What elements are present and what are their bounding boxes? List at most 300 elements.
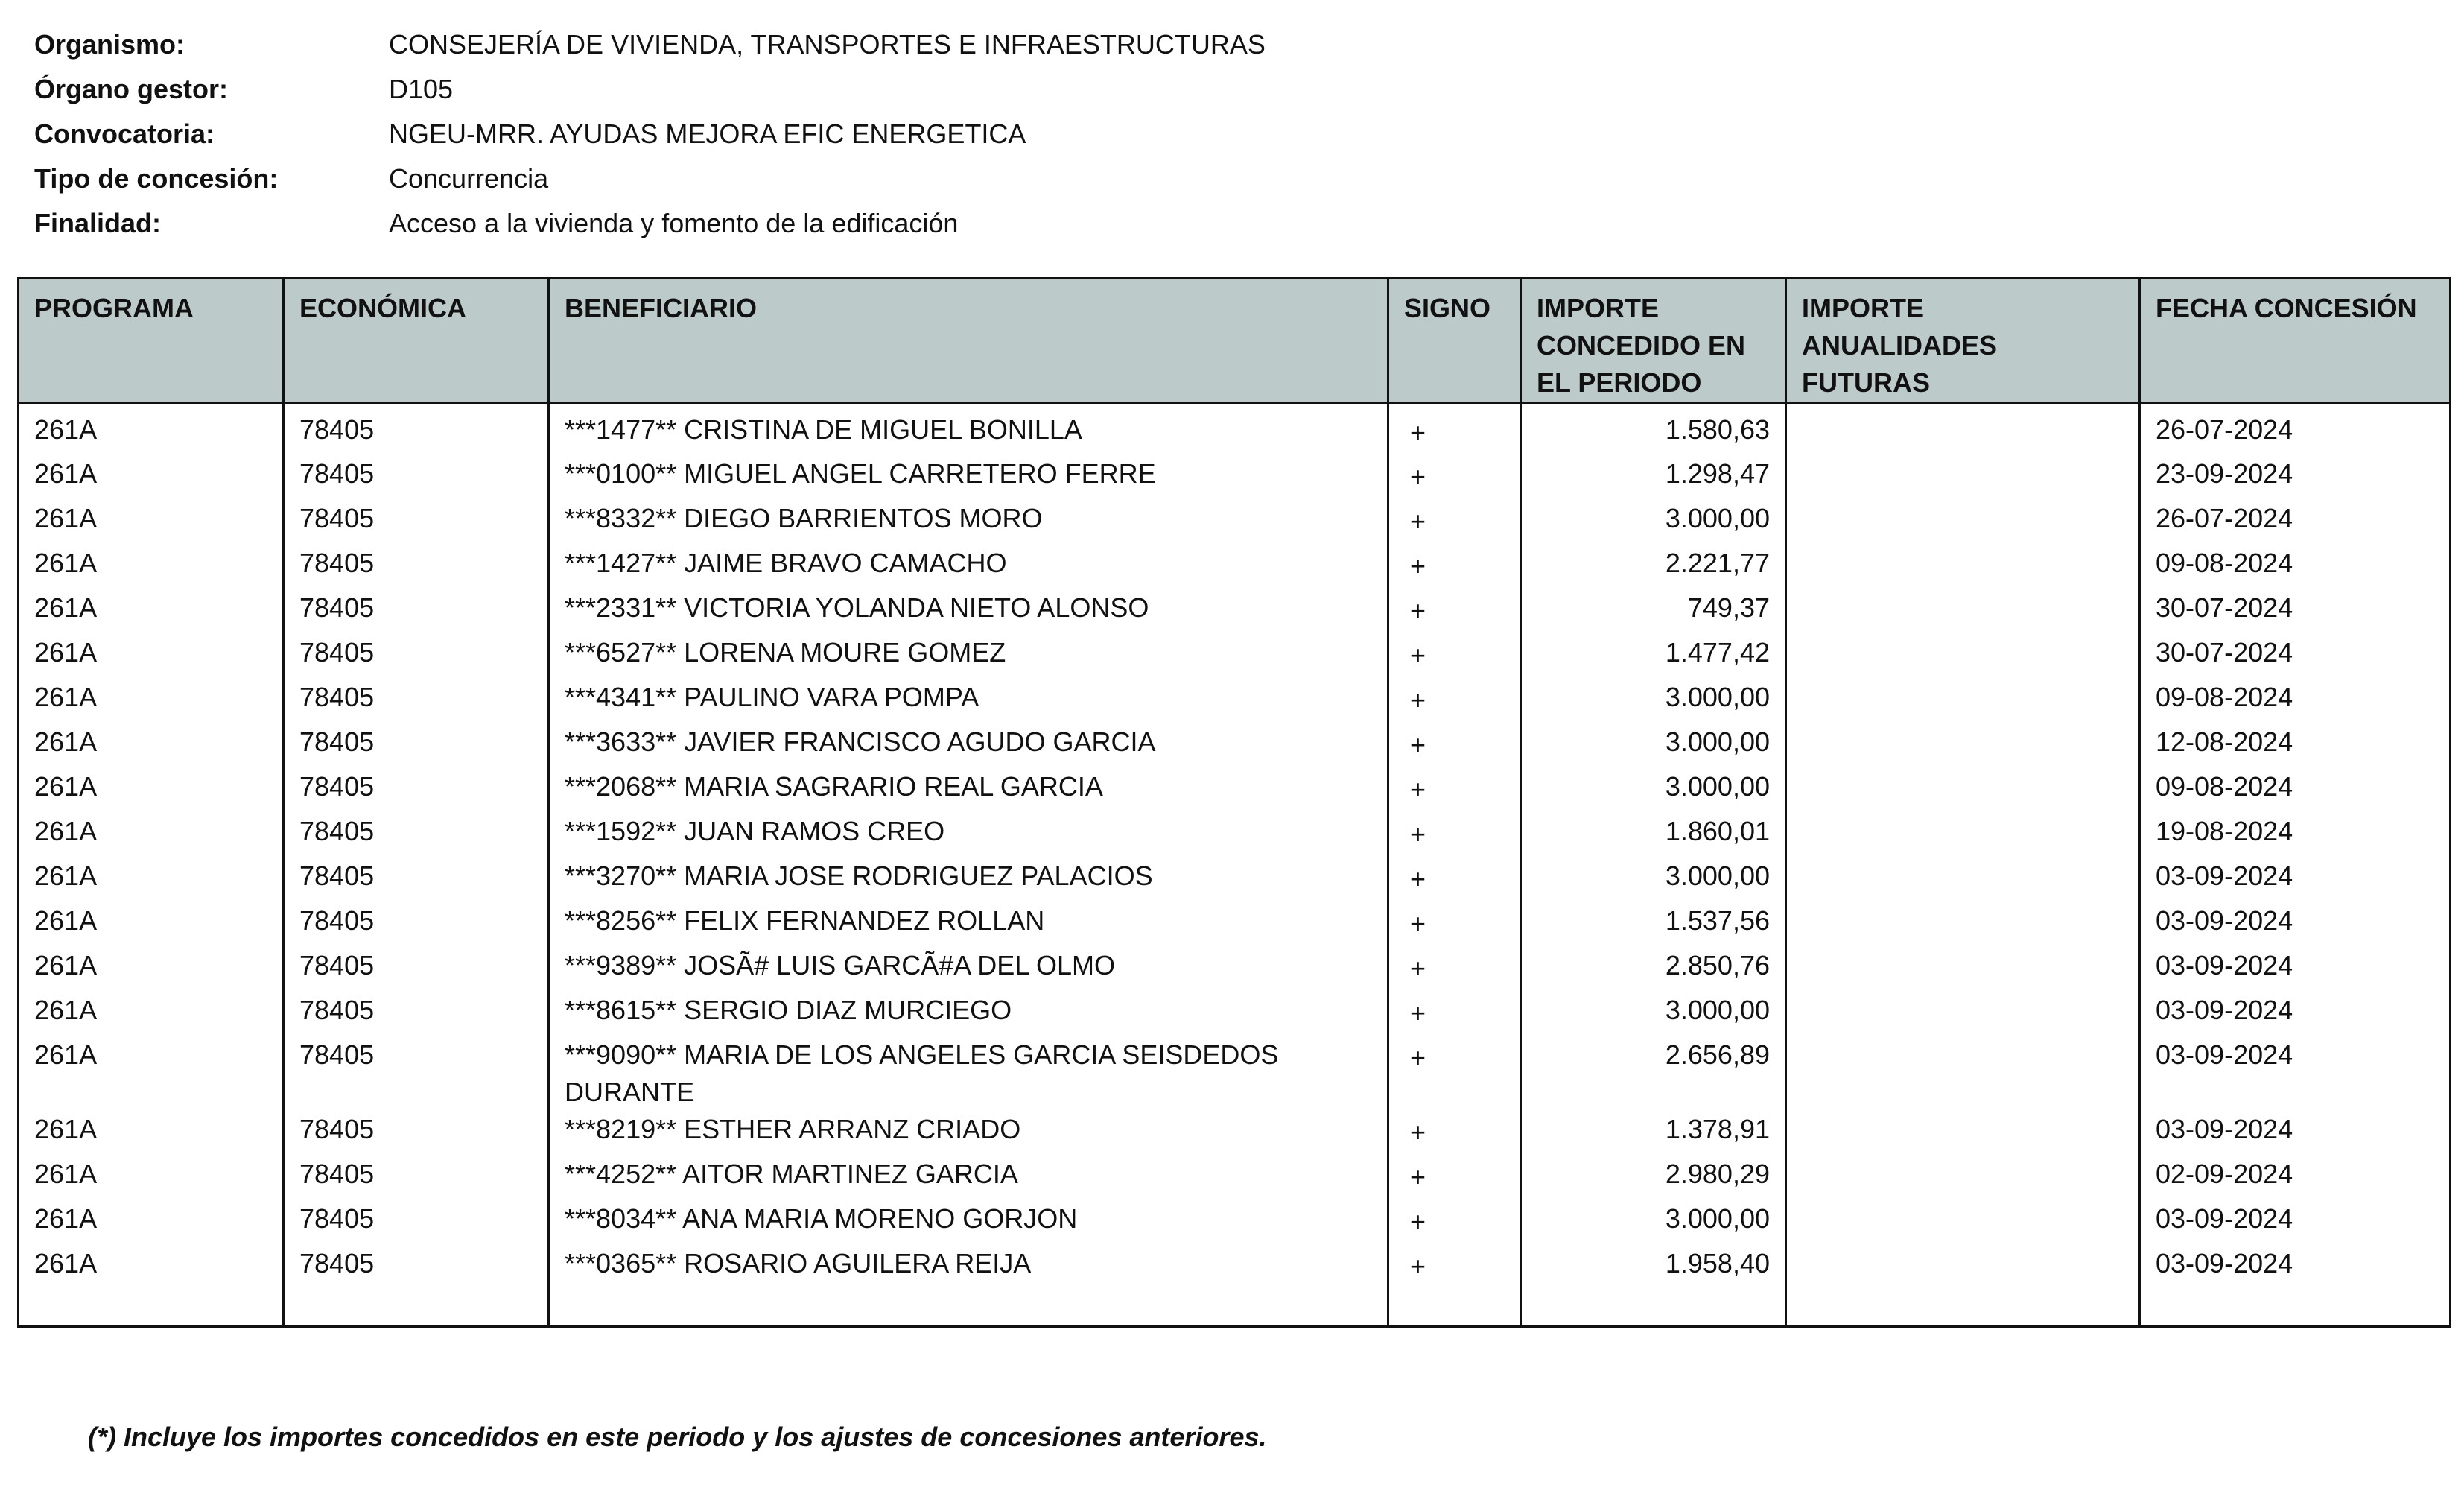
cell-text: 261A — [34, 815, 98, 846]
cell-economica — [284, 723, 549, 768]
cell-text: + — [1410, 1161, 1426, 1192]
spacer-cell — [1521, 1290, 1786, 1327]
cell-signo — [1388, 1200, 1521, 1245]
cell-text: 78405 — [299, 770, 375, 802]
table-row — [19, 813, 2451, 858]
table-row — [19, 1036, 2451, 1111]
cell-programa — [19, 1111, 284, 1156]
cell-text: 261A — [34, 860, 98, 891]
cell-signo — [1388, 403, 1521, 455]
table-row — [19, 1200, 2451, 1245]
cell-text: 3.000,00 — [1665, 681, 1770, 712]
cell-futuras — [1786, 679, 2140, 723]
header-row — [34, 156, 1266, 201]
cell-economica — [284, 1111, 549, 1156]
cell-importe — [1521, 634, 1786, 679]
cell-text: 261A — [34, 681, 98, 712]
cell-economica — [284, 813, 549, 858]
cell-importe — [1521, 1156, 1786, 1200]
header-value: CONSEJERÍA DE VIVIENDA, TRANSPORTES E INFRAESTRUCTURAS — [389, 29, 1266, 60]
cell-text: 12-08-2024 — [2156, 726, 2293, 757]
cell-text: 261A — [34, 1039, 98, 1070]
cell-text: 1.958,40 — [1665, 1247, 1770, 1279]
beneficiary-line: ***8034** ANA MARIA MORENO GORJON — [565, 1203, 1078, 1234]
header-row — [34, 67, 1266, 112]
spacer-cell — [549, 1290, 1388, 1327]
cell-beneficiario — [549, 500, 1388, 545]
cell-text: 3.000,00 — [1665, 770, 1770, 802]
cell-programa — [19, 634, 284, 679]
cell-text: 78405 — [299, 1203, 375, 1234]
column-header — [1521, 279, 1786, 403]
column-header — [549, 279, 1388, 403]
cell-programa — [19, 902, 284, 947]
cell-beneficiario — [549, 992, 1388, 1036]
cell-signo — [1388, 1156, 1521, 1200]
cell-programa — [19, 813, 284, 858]
cell-futuras — [1786, 545, 2140, 589]
cell-beneficiario — [549, 679, 1388, 723]
column-header-line: EL PERIODO — [1537, 367, 1702, 398]
column-header-line: BENEFICIARIO — [565, 293, 758, 323]
beneficiary-line: ***1427** JAIME BRAVO CAMACHO — [565, 547, 1007, 578]
cell-text: + — [1410, 818, 1426, 849]
table-row — [19, 902, 2451, 947]
beneficiary-line: ***1477** CRISTINA DE MIGUEL BONILLA — [565, 414, 1082, 445]
beneficiary-line: ***6527** LORENA MOURE GOMEZ — [565, 636, 1006, 668]
column-header-line: CONCEDIDO EN — [1537, 330, 1746, 361]
cell-text: 749,37 — [1687, 592, 1770, 623]
cell-fecha — [2140, 589, 2451, 634]
cell-text: 78405 — [299, 681, 375, 712]
cell-text: 09-08-2024 — [2156, 547, 2293, 578]
cell-text: + — [1410, 773, 1426, 805]
column-header-line: FECHA CONCESIÓN — [2156, 293, 2417, 323]
header-row — [34, 112, 1266, 156]
cell-text: 02-09-2024 — [2156, 1158, 2293, 1189]
table-row — [19, 1156, 2451, 1200]
cell-programa — [19, 947, 284, 992]
table-bottom-spacer — [19, 1290, 2451, 1327]
cell-text: 261A — [34, 770, 98, 802]
cell-fecha — [2140, 403, 2451, 455]
cell-text: 78405 — [299, 726, 375, 757]
cell-futuras — [1786, 1111, 2140, 1156]
cell-text: 78405 — [299, 502, 375, 533]
cell-programa — [19, 1200, 284, 1245]
cell-economica — [284, 858, 549, 902]
cell-signo — [1388, 679, 1521, 723]
spacer-cell — [284, 1290, 549, 1327]
cell-importe — [1521, 858, 1786, 902]
table-row — [19, 403, 2451, 455]
cell-text: 09-08-2024 — [2156, 681, 2293, 712]
column-header-line: IMPORTE — [1802, 293, 1925, 323]
cell-beneficiario — [549, 858, 1388, 902]
header-value: NGEU-MRR. AYUDAS MEJORA EFIC ENERGETICA — [389, 118, 1026, 149]
cell-text: 23-09-2024 — [2156, 457, 2293, 489]
cell-beneficiario — [549, 455, 1388, 500]
cell-text: + — [1410, 997, 1426, 1028]
cell-signo — [1388, 1111, 1521, 1156]
cell-text: 261A — [34, 457, 98, 489]
table-row — [19, 1245, 2451, 1290]
cell-text: 261A — [34, 1113, 98, 1144]
table-row — [19, 455, 2451, 500]
cell-importe — [1521, 403, 1786, 455]
cell-signo — [1388, 634, 1521, 679]
table-row — [19, 1111, 2451, 1156]
cell-signo — [1388, 768, 1521, 813]
cell-importe — [1521, 455, 1786, 500]
cell-text: 261A — [34, 502, 98, 533]
concessions-table — [17, 277, 2451, 1328]
cell-text: 09-08-2024 — [2156, 770, 2293, 802]
cell-text: 261A — [34, 726, 98, 757]
column-header — [1786, 279, 2140, 403]
cell-signo — [1388, 545, 1521, 589]
header-value: Acceso a la vivienda y fomento de la edificación — [389, 208, 959, 238]
beneficiary-line: ***1592** JUAN RAMOS CREO — [565, 815, 945, 846]
cell-text: 78405 — [299, 636, 375, 668]
cell-programa — [19, 723, 284, 768]
cell-importe — [1521, 902, 1786, 947]
cell-signo — [1388, 589, 1521, 634]
spacer-cell — [19, 1290, 284, 1327]
cell-economica — [284, 768, 549, 813]
beneficiary-line: ***8615** SERGIO DIAZ MURCIEGO — [565, 994, 1012, 1025]
header-row — [34, 201, 1266, 246]
cell-text: 261A — [34, 1158, 98, 1189]
cell-text: 78405 — [299, 457, 375, 489]
cell-signo — [1388, 1245, 1521, 1290]
cell-programa — [19, 858, 284, 902]
cell-fecha — [2140, 768, 2451, 813]
table-body — [19, 403, 2451, 1327]
cell-economica — [284, 403, 549, 455]
cell-futuras — [1786, 1245, 2140, 1290]
cell-text: 78405 — [299, 1113, 375, 1144]
cell-text: 78405 — [299, 815, 375, 846]
cell-text: 26-07-2024 — [2156, 502, 2293, 533]
cell-signo — [1388, 813, 1521, 858]
table-row — [19, 768, 2451, 813]
cell-beneficiario — [549, 1036, 1388, 1111]
cell-text: 78405 — [299, 414, 375, 445]
cell-importe — [1521, 679, 1786, 723]
cell-text: 03-09-2024 — [2156, 1247, 2293, 1279]
cell-beneficiario — [549, 545, 1388, 589]
cell-text: + — [1410, 550, 1426, 581]
column-header-line: ANUALIDADES — [1802, 330, 1998, 361]
cell-beneficiario — [549, 1156, 1388, 1200]
column-header-line: SIGNO — [1404, 293, 1491, 323]
table-row — [19, 589, 2451, 634]
cell-beneficiario — [549, 768, 1388, 813]
cell-fecha — [2140, 813, 2451, 858]
beneficiary-line: ***9090** MARIA DE LOS ANGELES GARCIA SEISDEDOS — [565, 1039, 1279, 1070]
cell-text: 1.378,91 — [1665, 1113, 1770, 1144]
cell-economica — [284, 1200, 549, 1245]
cell-futuras — [1786, 768, 2140, 813]
table-row — [19, 858, 2451, 902]
cell-text: 2.980,29 — [1665, 1158, 1770, 1189]
cell-text: + — [1410, 907, 1426, 939]
beneficiary-line: ***4341** PAULINO VARA POMPA — [565, 681, 979, 712]
cell-programa — [19, 768, 284, 813]
cell-signo — [1388, 723, 1521, 768]
cell-fecha — [2140, 902, 2451, 947]
cell-futuras — [1786, 813, 2140, 858]
cell-signo — [1388, 902, 1521, 947]
column-header — [284, 279, 549, 403]
cell-beneficiario — [549, 1111, 1388, 1156]
cell-importe — [1521, 813, 1786, 858]
cell-text: 78405 — [299, 949, 375, 980]
header-label: Organismo: — [34, 29, 185, 60]
column-header — [1388, 279, 1521, 403]
cell-importe — [1521, 947, 1786, 992]
cell-economica — [284, 992, 549, 1036]
cell-text: 261A — [34, 592, 98, 623]
cell-futuras — [1786, 902, 2140, 947]
beneficiary-line: ***2068** MARIA SAGRARIO REAL GARCIA — [565, 770, 1103, 802]
cell-economica — [284, 1036, 549, 1111]
cell-beneficiario — [549, 1245, 1388, 1290]
cell-text: 19-08-2024 — [2156, 815, 2293, 846]
cell-fecha — [2140, 1156, 2451, 1200]
header-label: Tipo de concesión: — [34, 163, 279, 194]
cell-importe — [1521, 1245, 1786, 1290]
cell-programa — [19, 545, 284, 589]
cell-programa — [19, 679, 284, 723]
cell-text: 03-09-2024 — [2156, 904, 2293, 936]
cell-text: 03-09-2024 — [2156, 1039, 2293, 1070]
cell-futuras — [1786, 403, 2140, 455]
cell-text: + — [1410, 1205, 1426, 1237]
spacer-cell — [1388, 1290, 1521, 1327]
cell-text: 261A — [34, 904, 98, 936]
header-label: Órgano gestor: — [34, 74, 229, 104]
cell-importe — [1521, 1200, 1786, 1245]
column-header-line: FUTURAS — [1802, 367, 1930, 398]
cell-text: + — [1410, 639, 1426, 671]
cell-signo — [1388, 1036, 1521, 1111]
table-row — [19, 992, 2451, 1036]
cell-text: 261A — [34, 414, 98, 445]
column-header-line: IMPORTE — [1537, 293, 1660, 323]
cell-fecha — [2140, 1245, 2451, 1290]
cell-text: + — [1410, 1250, 1426, 1281]
cell-text: 78405 — [299, 1039, 375, 1070]
spacer-cell — [2140, 1290, 2451, 1327]
cell-futuras — [1786, 858, 2140, 902]
cell-text: 261A — [34, 949, 98, 980]
header-info — [34, 22, 1266, 246]
header-value: D105 — [389, 74, 454, 104]
column-header-line: PROGRAMA — [34, 293, 194, 323]
table-row — [19, 723, 2451, 768]
cell-economica — [284, 902, 549, 947]
cell-futuras — [1786, 992, 2140, 1036]
cell-programa — [19, 992, 284, 1036]
cell-beneficiario — [549, 589, 1388, 634]
cell-text: 2.221,77 — [1665, 547, 1770, 578]
cell-economica — [284, 679, 549, 723]
cell-text: + — [1410, 952, 1426, 983]
cell-beneficiario — [549, 403, 1388, 455]
cell-text: 3.000,00 — [1665, 994, 1770, 1025]
cell-text: 1.298,47 — [1665, 457, 1770, 489]
column-header — [19, 279, 284, 403]
cell-importe — [1521, 589, 1786, 634]
cell-futuras — [1786, 1200, 2140, 1245]
cell-text: 30-07-2024 — [2156, 636, 2293, 668]
cell-importe — [1521, 992, 1786, 1036]
cell-text: 03-09-2024 — [2156, 1113, 2293, 1144]
cell-fecha — [2140, 1200, 2451, 1245]
cell-text: + — [1410, 417, 1426, 448]
cell-economica — [284, 947, 549, 992]
beneficiary-line: ***4252** AITOR MARTINEZ GARCIA — [565, 1158, 1018, 1189]
cell-text: 78405 — [299, 547, 375, 578]
header-value: Concurrencia — [389, 163, 549, 194]
cell-economica — [284, 589, 549, 634]
cell-fecha — [2140, 1036, 2451, 1111]
cell-importe — [1521, 500, 1786, 545]
cell-text: 03-09-2024 — [2156, 1203, 2293, 1234]
table-header-row — [19, 279, 2451, 403]
cell-programa — [19, 1245, 284, 1290]
cell-beneficiario — [549, 947, 1388, 992]
cell-text: 78405 — [299, 994, 375, 1025]
cell-programa — [19, 1156, 284, 1200]
table-row — [19, 947, 2451, 992]
beneficiary-line: ***8256** FELIX FERNANDEZ ROLLAN — [565, 904, 1045, 936]
beneficiary-line: ***8219** ESTHER ARRANZ CRIADO — [565, 1113, 1021, 1144]
cell-fecha — [2140, 723, 2451, 768]
header-row — [34, 22, 1266, 67]
cell-economica — [284, 1156, 549, 1200]
cell-futuras — [1786, 1156, 2140, 1200]
cell-fecha — [2140, 947, 2451, 992]
cell-programa — [19, 455, 284, 500]
cell-signo — [1388, 947, 1521, 992]
cell-text: 3.000,00 — [1665, 1203, 1770, 1234]
cell-text: 78405 — [299, 1158, 375, 1189]
cell-futuras — [1786, 723, 2140, 768]
cell-text: 261A — [34, 547, 98, 578]
cell-futuras — [1786, 634, 2140, 679]
beneficiary-line: DURANTE — [565, 1076, 695, 1107]
cell-importe — [1521, 768, 1786, 813]
cell-text: + — [1410, 684, 1426, 715]
cell-text: 78405 — [299, 860, 375, 891]
column-header — [2140, 279, 2451, 403]
header-label: Convocatoria: — [34, 118, 215, 149]
column-header-line: ECONÓMICA — [299, 293, 466, 323]
cell-economica — [284, 545, 549, 589]
cell-fecha — [2140, 858, 2451, 902]
cell-fecha — [2140, 679, 2451, 723]
cell-text: 03-09-2024 — [2156, 860, 2293, 891]
beneficiary-line: ***8332** DIEGO BARRIENTOS MORO — [565, 502, 1043, 533]
cell-text: 3.000,00 — [1665, 726, 1770, 757]
cell-text: 2.656,89 — [1665, 1039, 1770, 1070]
cell-importe — [1521, 723, 1786, 768]
cell-text: 78405 — [299, 904, 375, 936]
cell-text: 3.000,00 — [1665, 502, 1770, 533]
beneficiary-line: ***3633** JAVIER FRANCISCO AGUDO GARCIA — [565, 726, 1156, 757]
cell-text: + — [1410, 729, 1426, 760]
beneficiary-line: ***0100** MIGUEL ANGEL CARRETERO FERRE — [565, 457, 1156, 489]
cell-fecha — [2140, 992, 2451, 1036]
beneficiary-line: ***3270** MARIA JOSE RODRIGUEZ PALACIOS — [565, 860, 1153, 891]
cell-text: 1.537,56 — [1665, 904, 1770, 936]
cell-futuras — [1786, 1036, 2140, 1111]
cell-text: 30-07-2024 — [2156, 592, 2293, 623]
cell-text: 3.000,00 — [1665, 860, 1770, 891]
cell-beneficiario — [549, 1200, 1388, 1245]
cell-economica — [284, 500, 549, 545]
cell-text: 261A — [34, 1247, 98, 1279]
table-row — [19, 634, 2451, 679]
cell-programa — [19, 1036, 284, 1111]
cell-futuras — [1786, 589, 2140, 634]
cell-programa — [19, 500, 284, 545]
cell-fecha — [2140, 545, 2451, 589]
spacer-cell — [1786, 1290, 2140, 1327]
beneficiary-line: ***9389** JOSÃ# LUIS GARCÃ#A DEL OLMO — [565, 949, 1116, 980]
cell-signo — [1388, 500, 1521, 545]
cell-fecha — [2140, 455, 2451, 500]
cell-text: + — [1410, 1116, 1426, 1147]
cell-fecha — [2140, 634, 2451, 679]
table-row — [19, 679, 2451, 723]
beneficiary-line: ***2331** VICTORIA YOLANDA NIETO ALONSO — [565, 592, 1149, 623]
footnote: (*) Incluye los importes concedidos en este periodo y los ajustes de concesiones anteriores. — [88, 1422, 1267, 1452]
cell-beneficiario — [549, 902, 1388, 947]
table-row — [19, 545, 2451, 589]
cell-importe — [1521, 1036, 1786, 1111]
cell-beneficiario — [549, 813, 1388, 858]
cell-text: + — [1410, 1042, 1426, 1073]
cell-signo — [1388, 455, 1521, 500]
cell-beneficiario — [549, 634, 1388, 679]
cell-signo — [1388, 992, 1521, 1036]
cell-futuras — [1786, 947, 2140, 992]
cell-text: + — [1410, 863, 1426, 894]
cell-programa — [19, 589, 284, 634]
cell-futuras — [1786, 500, 2140, 545]
cell-text: + — [1410, 505, 1426, 536]
beneficiary-line: ***0365** ROSARIO AGUILERA REIJA — [565, 1247, 1032, 1279]
cell-signo — [1388, 858, 1521, 902]
cell-text: 78405 — [299, 1247, 375, 1279]
cell-text: 26-07-2024 — [2156, 414, 2293, 445]
cell-fecha — [2140, 500, 2451, 545]
table-row — [19, 500, 2451, 545]
cell-text: + — [1410, 595, 1426, 626]
cell-beneficiario — [549, 723, 1388, 768]
cell-text: 261A — [34, 1203, 98, 1234]
cell-importe — [1521, 1111, 1786, 1156]
cell-fecha — [2140, 1111, 2451, 1156]
cell-text: 2.850,76 — [1665, 949, 1770, 980]
cell-text: 03-09-2024 — [2156, 994, 2293, 1025]
cell-economica — [284, 634, 549, 679]
cell-text: 03-09-2024 — [2156, 949, 2293, 980]
